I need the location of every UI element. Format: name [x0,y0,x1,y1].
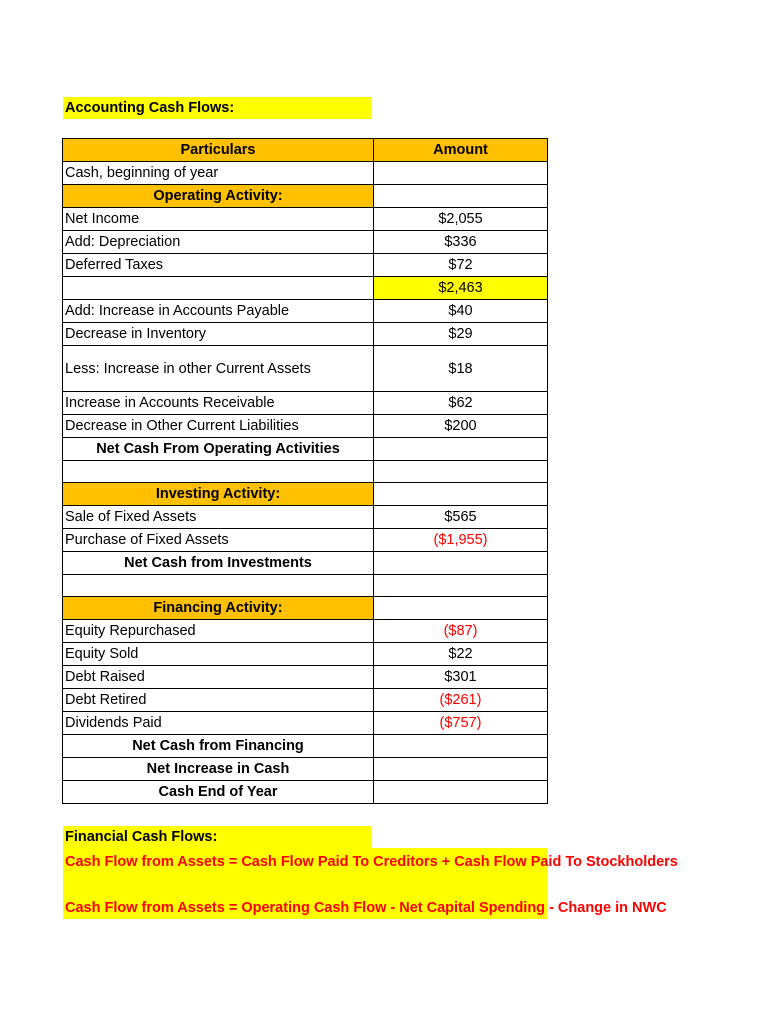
table-row [63,300,548,323]
row-amount [374,735,548,758]
row-amount: $301 [374,666,548,689]
column-header-particulars: Particulars [63,139,374,162]
row-amount [374,185,548,208]
row-label: Equity Sold [63,643,374,666]
table-row [63,231,548,254]
row-label: Add: Depreciation [63,231,374,254]
table-row [63,643,548,666]
table-row [63,689,548,712]
row-amount [374,781,548,804]
row-label: Net Cash From Operating Activities [63,438,374,461]
row-label: Purchase of Fixed Assets [63,529,374,552]
total-row-operating [63,438,548,461]
row-amount [374,758,548,781]
row-amount: $18 [374,346,548,392]
row-label: Decrease in Other Current Liabilities [63,415,374,438]
row-label [63,575,374,597]
row-label: Equity Repurchased [63,620,374,643]
column-header-amount: Amount [374,139,548,162]
subtotal-amount: $2,463 [374,277,548,300]
row-amount: ($1,955) [374,529,548,552]
row-amount [374,597,548,620]
section-header-investing [63,483,548,506]
row-amount: $336 [374,231,548,254]
accounting-cash-flows-title: Accounting Cash Flows: [63,97,372,119]
empty-row [63,461,548,483]
row-amount: $2,055 [374,208,548,231]
row-label: Operating Activity: [63,185,374,208]
row-label: Dividends Paid [63,712,374,735]
row-label: Debt Raised [63,666,374,689]
financial-cash-flows-title: Financial Cash Flows: [63,826,372,848]
formula-line-2: Cash Flow from Assets = Operating Cash Flow - Net Capital Spending - Change in NWC [65,900,667,916]
table-header-row [63,139,548,162]
row-label: Net Cash from Financing [63,735,374,758]
financial-formulas-block [63,848,678,919]
row-label [63,277,374,300]
row-label: Net Cash from Investments [63,552,374,575]
total-row-cash-end [63,781,548,804]
row-label: Debt Retired [63,689,374,712]
row-label: Financing Activity: [63,597,374,620]
table-row [63,415,548,438]
row-amount: ($87) [374,620,548,643]
total-row-investing [63,552,548,575]
table-row [63,666,548,689]
row-label: Cash, beginning of year [63,162,374,185]
row-amount: $29 [374,323,548,346]
table-row [63,392,548,415]
row-label: Less: Increase in other Current Assets [63,346,374,392]
row-label: Increase in Accounts Receivable [63,392,374,415]
row-amount [374,483,548,506]
row-amount: ($757) [374,712,548,735]
cash-flow-table [62,138,548,804]
total-row-financing [63,735,548,758]
row-label: Decrease in Inventory [63,323,374,346]
empty-row [63,575,548,597]
formula-line-1: Cash Flow from Assets = Cash Flow Paid To Creditors + Cash Flow Paid To Stockholders [65,854,678,870]
table-row [63,506,548,529]
row-amount: $22 [374,643,548,666]
row-amount [374,438,548,461]
row-label: Net Income [63,208,374,231]
row-amount: $40 [374,300,548,323]
row-amount: $200 [374,415,548,438]
section-header-operating [63,185,548,208]
row-label: Investing Activity: [63,483,374,506]
row-label: Add: Increase in Accounts Payable [63,300,374,323]
table-row [63,346,548,392]
table-row [63,529,548,552]
row-label: Sale of Fixed Assets [63,506,374,529]
row-amount: $72 [374,254,548,277]
table-row [63,208,548,231]
table-row [63,620,548,643]
subtotal-row [63,277,548,300]
row-label: Deferred Taxes [63,254,374,277]
row-label: Cash End of Year [63,781,374,804]
table-row [63,323,548,346]
table-row [63,254,548,277]
row-amount [374,552,548,575]
section-header-financing [63,597,548,620]
row-amount: $565 [374,506,548,529]
table-row [63,162,548,185]
row-amount [374,162,548,185]
row-label [63,461,374,483]
row-amount: $62 [374,392,548,415]
table-row [63,712,548,735]
row-amount [374,461,548,483]
row-label: Net Increase in Cash [63,758,374,781]
row-amount [374,575,548,597]
total-row-net-increase [63,758,548,781]
row-amount: ($261) [374,689,548,712]
